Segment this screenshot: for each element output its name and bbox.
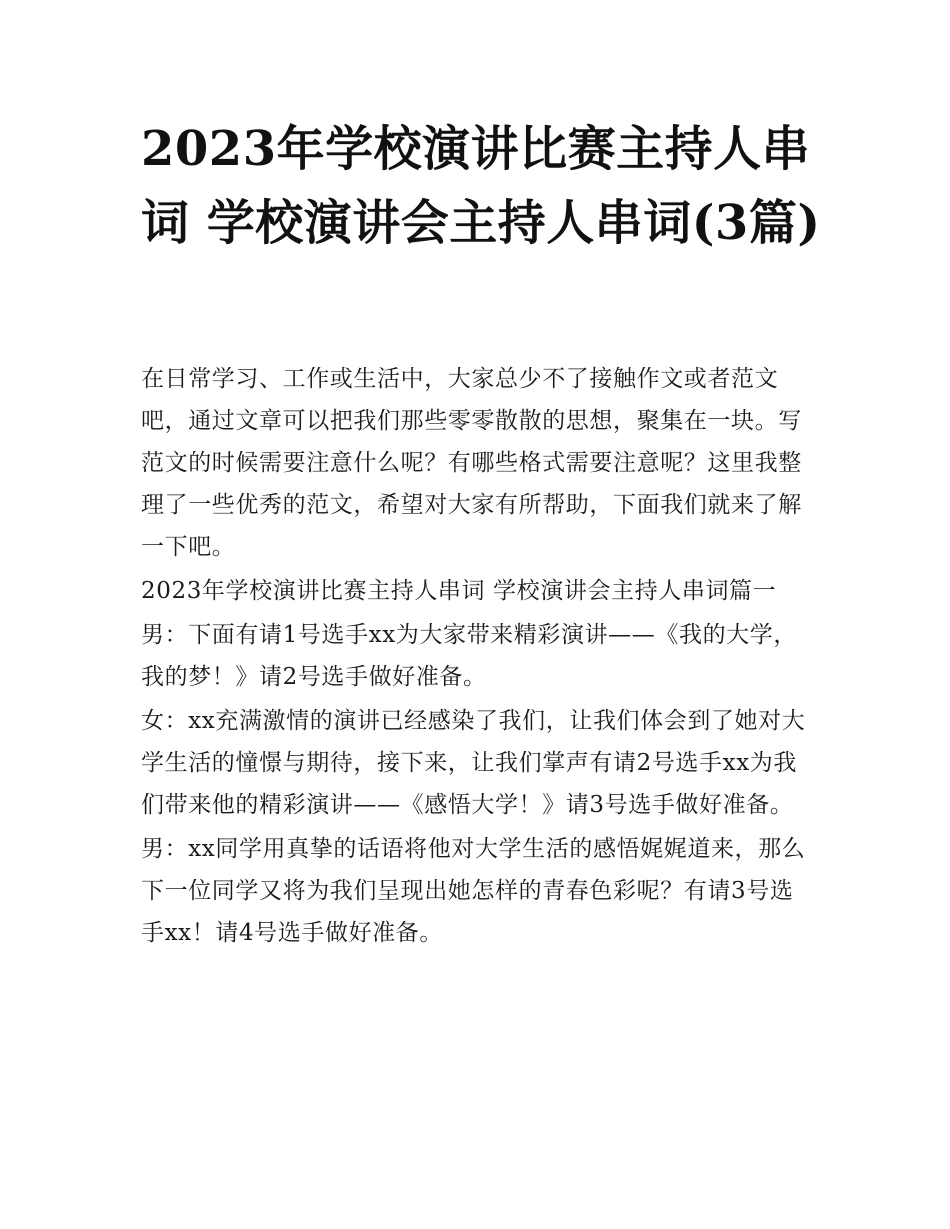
- script-paragraph: 女：xx充满激情的演讲已经感染了我们，让我们体会到了她对大学生活的憧憬与期待，接下来，让我们掌声有请2号选手xx为我们带来他的精彩演讲——《感悟大学！》请3号选手做好准备。: [141, 708, 806, 818]
- document-body: [141, 358, 813, 956]
- script-paragraph: 男：下面有请1号选手xx为大家带来精彩演讲——《我的大学，我的梦！》请2号选手做好准备。: [141, 622, 797, 690]
- script-paragraph: 男：xx同学用真挚的话语将他对大学生活的感悟娓娓道来，那么下一位同学又将为我们呈现出她怎样的青春色彩呢？有请3号选手xx！请4号选手做好准备。: [141, 836, 806, 946]
- document-title: 2023年学校演讲比赛主持人串词 学校演讲会主持人串词(3篇): [141, 121, 821, 251]
- intro-paragraph: 在日常学习、工作或生活中，大家总少不了接触作文或者范文吧，通过文章可以把我们那些零零散散的思想，聚集在一块。写范文的时候需要注意什么呢？有哪些格式需要注意呢？这里我整理了一些优秀的范文，希望对大家有所帮助，下面我们就来了解一下吧。: [141, 366, 802, 560]
- section-heading: 2023年学校演讲比赛主持人串词 学校演讲会主持人串词篇一: [141, 578, 777, 604]
